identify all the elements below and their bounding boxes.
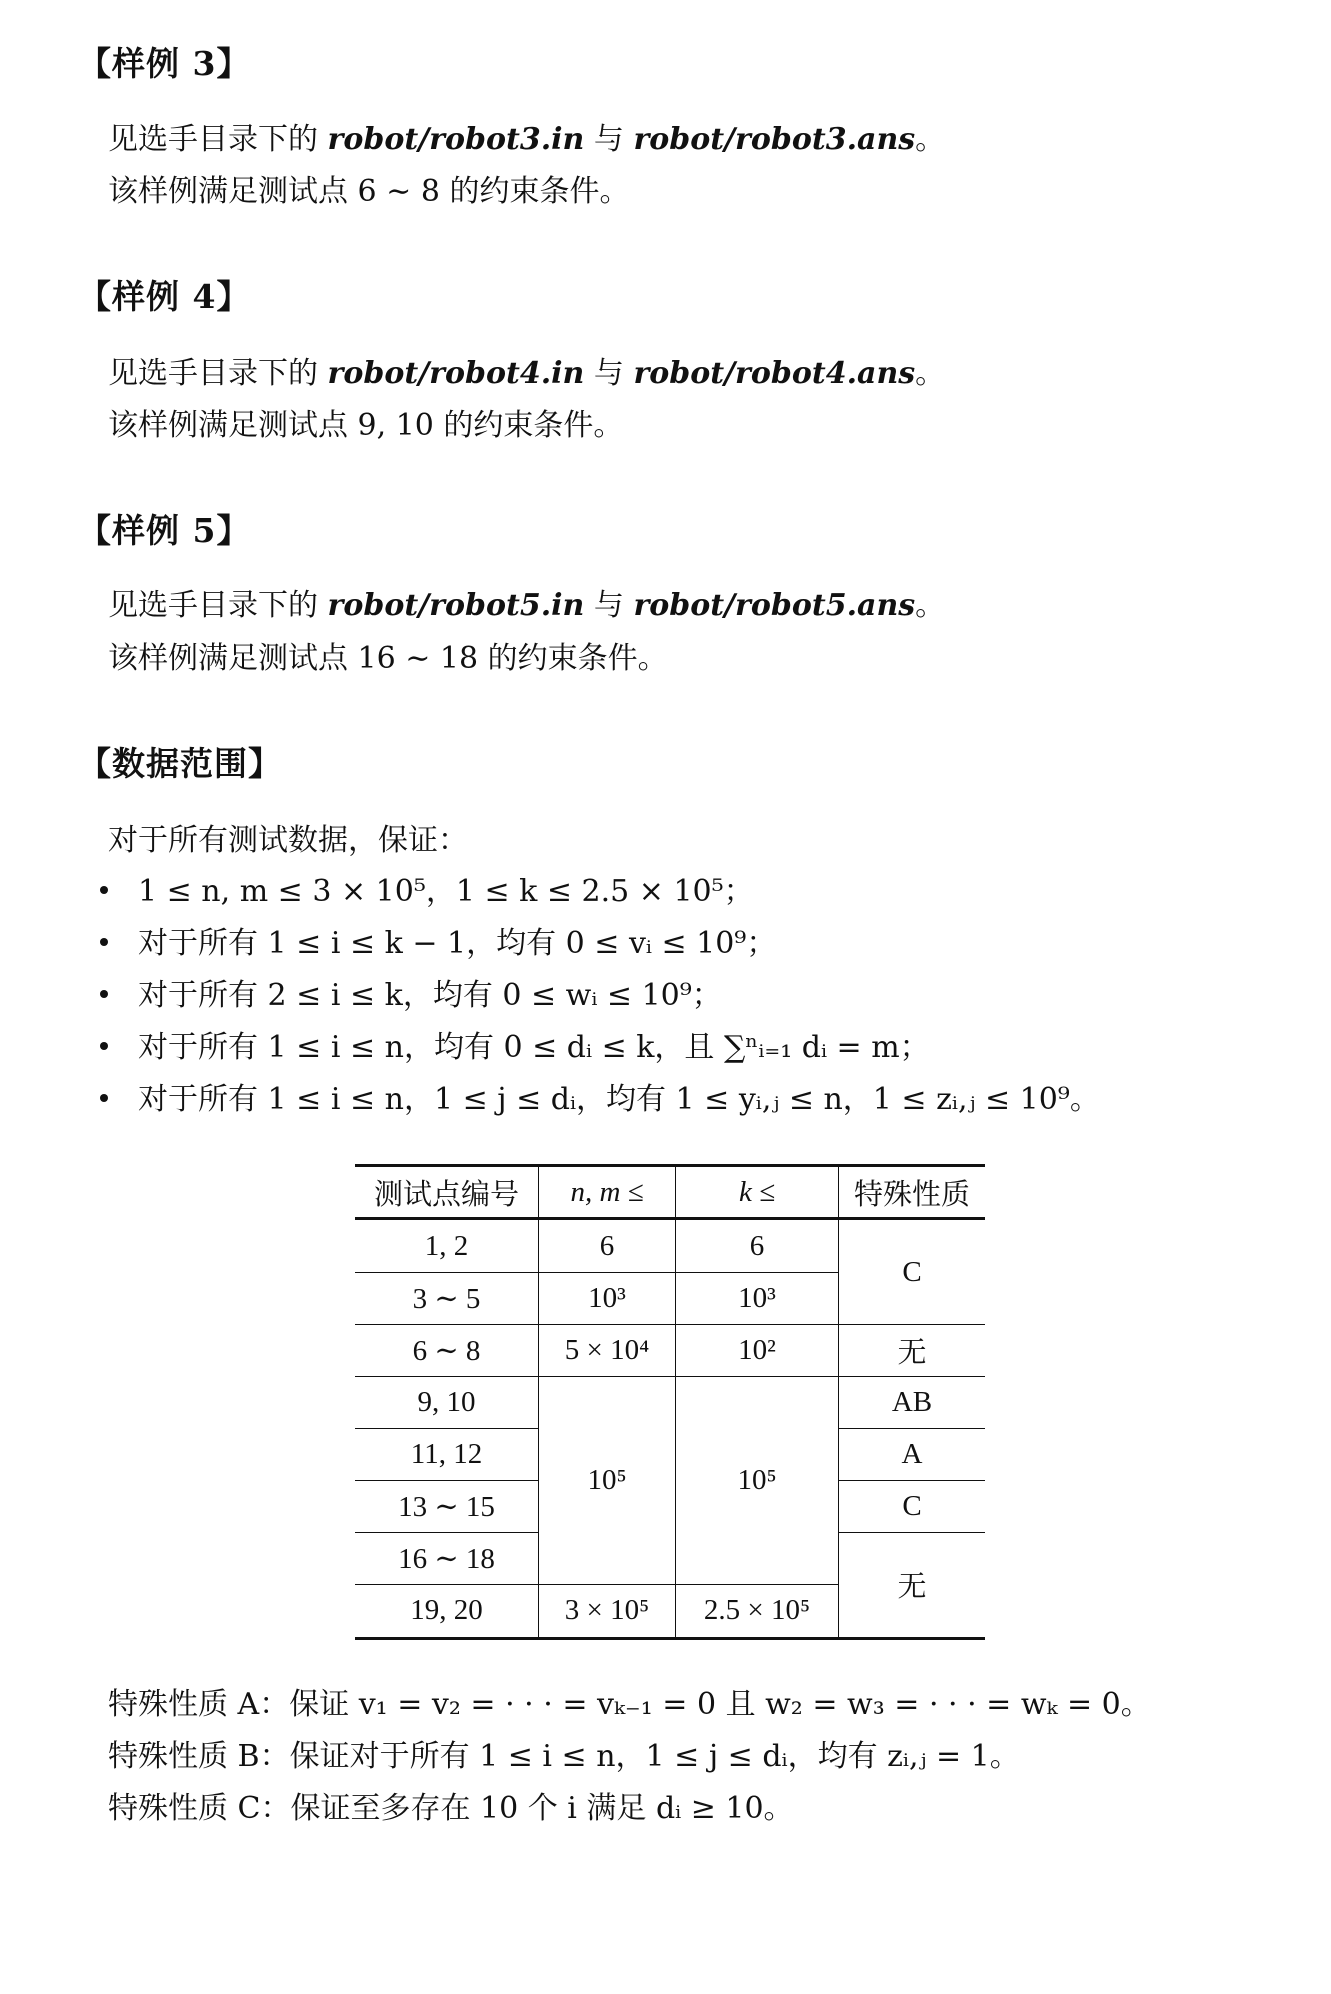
table-cell-k: 10⁵ <box>737 1463 777 1496</box>
table-cell-k: 6 <box>749 1229 765 1262</box>
table-cell-testcase: 16 ∼ 18 <box>398 1542 495 1575</box>
table-header-k: k ≤ <box>738 1175 776 1208</box>
bullet-dot <box>100 938 108 946</box>
table-cell-nm: 5 × 10⁴ <box>564 1333 650 1366</box>
sample-5-mid: 与 <box>584 588 634 623</box>
table-header-nm: n, m ≤ <box>570 1175 644 1208</box>
table-cell-property: A <box>901 1437 923 1470</box>
table-cell-testcase: 11, 12 <box>410 1437 483 1470</box>
table-cell-property: AB <box>891 1385 933 1418</box>
data-range-intro: 对于所有测试数据，保证： <box>108 823 468 858</box>
table-cell-nm: 3 × 10⁵ <box>564 1594 650 1626</box>
sample-4-files-line <box>108 348 945 392</box>
sample-4-heading: 【样例 4】 <box>78 277 251 316</box>
sample-3-pre: 见选手目录下的 <box>108 122 328 157</box>
sample-3-post: 。 <box>915 122 946 157</box>
table-cell-property: 无 <box>897 1334 927 1369</box>
table-cell-nm: 10³ <box>588 1281 626 1314</box>
sample-4-mid: 与 <box>584 356 634 391</box>
table-cell-k: 10³ <box>738 1281 776 1314</box>
special-property-a: 特殊性质 A：保证 v₁ = v₂ = · · · = vₖ₋₁ = 0 且 w₂ = w₃ = · · · = wₖ = 0。 <box>108 1687 1151 1722</box>
sample-3-constraint-line: 该样例满足测试点 6 ∼ 8 的约束条件。 <box>108 174 630 209</box>
table-cell-testcase: 6 ∼ 8 <box>412 1334 481 1367</box>
data-range-heading: 【数据范围】 <box>78 744 282 783</box>
bullet-dot <box>100 886 108 894</box>
sample-5-pre: 见选手目录下的 <box>108 588 328 623</box>
sample-3-mid: 与 <box>584 122 634 157</box>
table-cell-property: C <box>902 1489 922 1522</box>
range-bullet-3: 对于所有 2 ≤ i ≤ k，均有 0 ≤ wᵢ ≤ 10⁹； <box>138 978 722 1013</box>
table-header-property: 特殊性质 <box>853 1176 970 1211</box>
sample-4-post: 。 <box>915 356 946 391</box>
table-cell-testcase: 19, 20 <box>410 1594 483 1626</box>
range-bullet-2: 对于所有 1 ≤ i ≤ k − 1，均有 0 ≤ vᵢ ≤ 10⁹； <box>138 926 777 961</box>
range-bullet-1: 1 ≤ n, m ≤ 3 × 10⁵，1 ≤ k ≤ 2.5 × 10⁵； <box>138 874 754 909</box>
table-cell-testcase: 3 ∼ 5 <box>412 1282 481 1315</box>
table-cell-property: 无 <box>897 1569 927 1603</box>
table-cell-testcase: 1, 2 <box>424 1229 469 1262</box>
table-cell-k: 10² <box>738 1333 776 1366</box>
bullet-dot <box>100 1042 108 1050</box>
bullet-dot <box>100 990 108 998</box>
table-cell-nm: 10⁵ <box>587 1463 627 1496</box>
sample-5-post: 。 <box>915 588 946 623</box>
table-cell-testcase: 9, 10 <box>417 1385 476 1418</box>
table-cell-k: 2.5 × 10⁵ <box>703 1594 811 1626</box>
sample-4-answer-file: robot/robot4.ans <box>633 356 916 391</box>
table-header-testcase: 测试点编号 <box>373 1176 519 1211</box>
range-bullet-4: 对于所有 1 ≤ i ≤ n，均有 0 ≤ dᵢ ≤ k，且 ∑ⁿᵢ₌₁ dᵢ = m； <box>138 1030 930 1065</box>
sample-4-constraint-line: 该样例满足测试点 9, 10 的约束条件。 <box>108 408 624 443</box>
sample-5-heading: 【样例 5】 <box>78 511 251 550</box>
sample-5-files-line <box>108 580 945 624</box>
sample-5-answer-file: robot/robot5.ans <box>633 588 916 623</box>
range-bullet-5: 对于所有 1 ≤ i ≤ n，1 ≤ j ≤ dᵢ，均有 1 ≤ yᵢ,ⱼ ≤ n，1 ≤ zᵢ,ⱼ ≤ 10⁹。 <box>138 1082 1100 1117</box>
special-property-c: 特殊性质 C：保证至多存在 10 个 i 满足 dᵢ ≥ 10。 <box>108 1791 794 1826</box>
table-cell-nm: 6 <box>599 1229 615 1262</box>
sample-4-input-file: robot/robot4.in <box>327 356 585 391</box>
sample-5-constraint-line: 该样例满足测试点 16 ∼ 18 的约束条件。 <box>108 641 668 676</box>
sample-3-answer-file: robot/robot3.ans <box>633 122 916 157</box>
sample-5-input-file: robot/robot5.in <box>327 588 585 623</box>
sample-3-input-file: robot/robot3.in <box>327 122 585 157</box>
sample-4-pre: 见选手目录下的 <box>108 356 328 391</box>
bullet-dot <box>100 1094 108 1102</box>
table-bottom-rule <box>355 1637 985 1640</box>
table-cell-property: C <box>902 1255 922 1288</box>
constraints-table <box>355 1164 985 1640</box>
special-property-b: 特殊性质 B：保证对于所有 1 ≤ i ≤ n，1 ≤ j ≤ dᵢ，均有 zᵢ,ⱼ = 1。 <box>108 1739 1020 1774</box>
sample-3-files-line <box>108 114 945 158</box>
table-cell-testcase: 13 ∼ 15 <box>398 1490 495 1523</box>
sample-3-heading: 【样例 3】 <box>78 44 251 83</box>
